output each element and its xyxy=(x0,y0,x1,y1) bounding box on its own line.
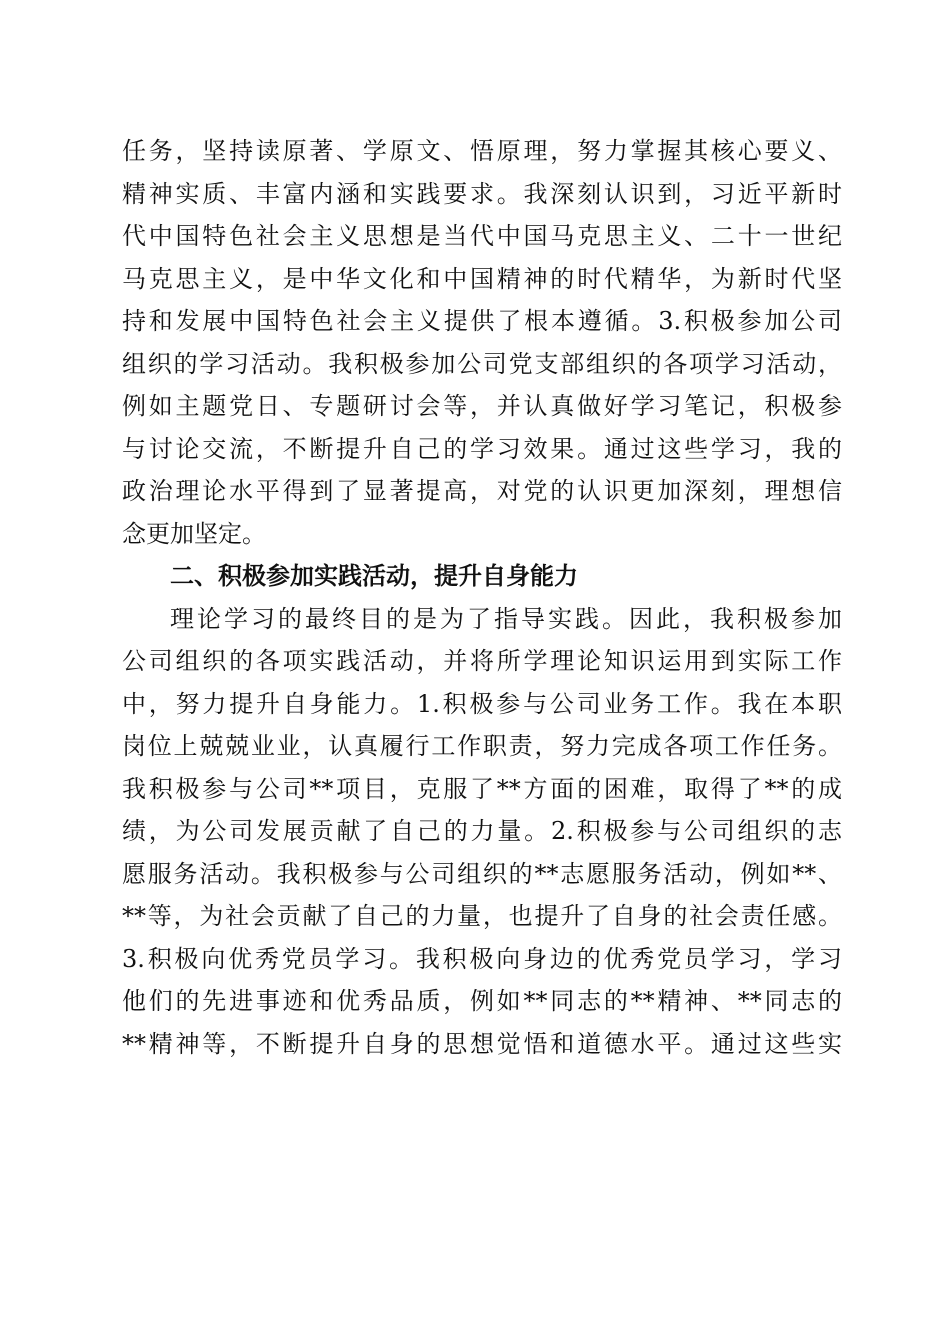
paragraph-line: 中，努力提升自身能力。1.积极参与公司业务工作。我在本职 xyxy=(122,689,842,718)
paragraph-line: 政治理论水平得到了显著提高，对党的认识更加深刻，理想信 xyxy=(122,477,842,505)
paragraph-line: 马克思主义，是中华文化和中国精神的时代精华，为新时代坚 xyxy=(122,264,842,293)
paragraph-line: **精神等，不断提升自身的思想觉悟和道德水平。通过这些实 xyxy=(122,1029,842,1058)
paragraph-line: 精神实质、丰富内涵和实践要求。我深刻认识到，习近平新时 xyxy=(122,179,842,208)
paragraph-line: 念更加坚定。 xyxy=(122,519,266,548)
paragraph-line: 岗位上兢兢业业，认真履行工作职责，努力完成各项工作任务。 xyxy=(122,732,842,760)
paragraph-line: 代中国特色社会主义思想是当代中国马克思主义、二十一世纪 xyxy=(122,222,842,250)
paragraph-line: **等，为社会贡献了自己的力量，也提升了自身的社会责任感。 xyxy=(122,902,842,930)
paragraph-line: 公司组织的各项实践活动，并将所学理论知识运用到实际工作 xyxy=(122,647,842,675)
paragraph-line: 我积极参与公司**项目，克服了**方面的困难，取得了**的成 xyxy=(122,774,842,803)
paragraph-line: 理论学习的最终目的是为了指导实践。因此，我积极参加 xyxy=(170,604,842,633)
paragraph-line: 持和发展中国特色社会主义提供了根本遵循。3.积极参加公司 xyxy=(122,307,842,335)
section-heading: 二、积极参加实践活动，提升自身能力 xyxy=(170,562,578,590)
paragraph-line: 例如主题党日、专题研讨会等，并认真做好学习笔记，积极参 xyxy=(122,392,842,420)
paragraph-line: 任务，坚持读原著、学原文、悟原理，努力掌握其核心要义、 xyxy=(122,137,842,165)
paragraph-line: 与讨论交流，不断提升自己的学习效果。通过这些学习，我的 xyxy=(122,434,842,463)
paragraph-line: 组织的学习活动。我积极参加公司党支部组织的各项学习活动， xyxy=(122,349,842,378)
paragraph-line: 绩，为公司发展贡献了自己的力量。2.积极参与公司组织的志 xyxy=(122,817,842,845)
paragraph-line: 他们的先进事迹和优秀品质，例如**同志的**精神、**同志的 xyxy=(122,987,842,1015)
paragraph-line: 3.积极向优秀党员学习。我积极向身边的优秀党员学习，学习 xyxy=(122,944,842,973)
paragraph-line: 愿服务活动。我积极参与公司组织的**志愿服务活动，例如**、 xyxy=(122,859,842,888)
document-body xyxy=(122,130,842,1065)
